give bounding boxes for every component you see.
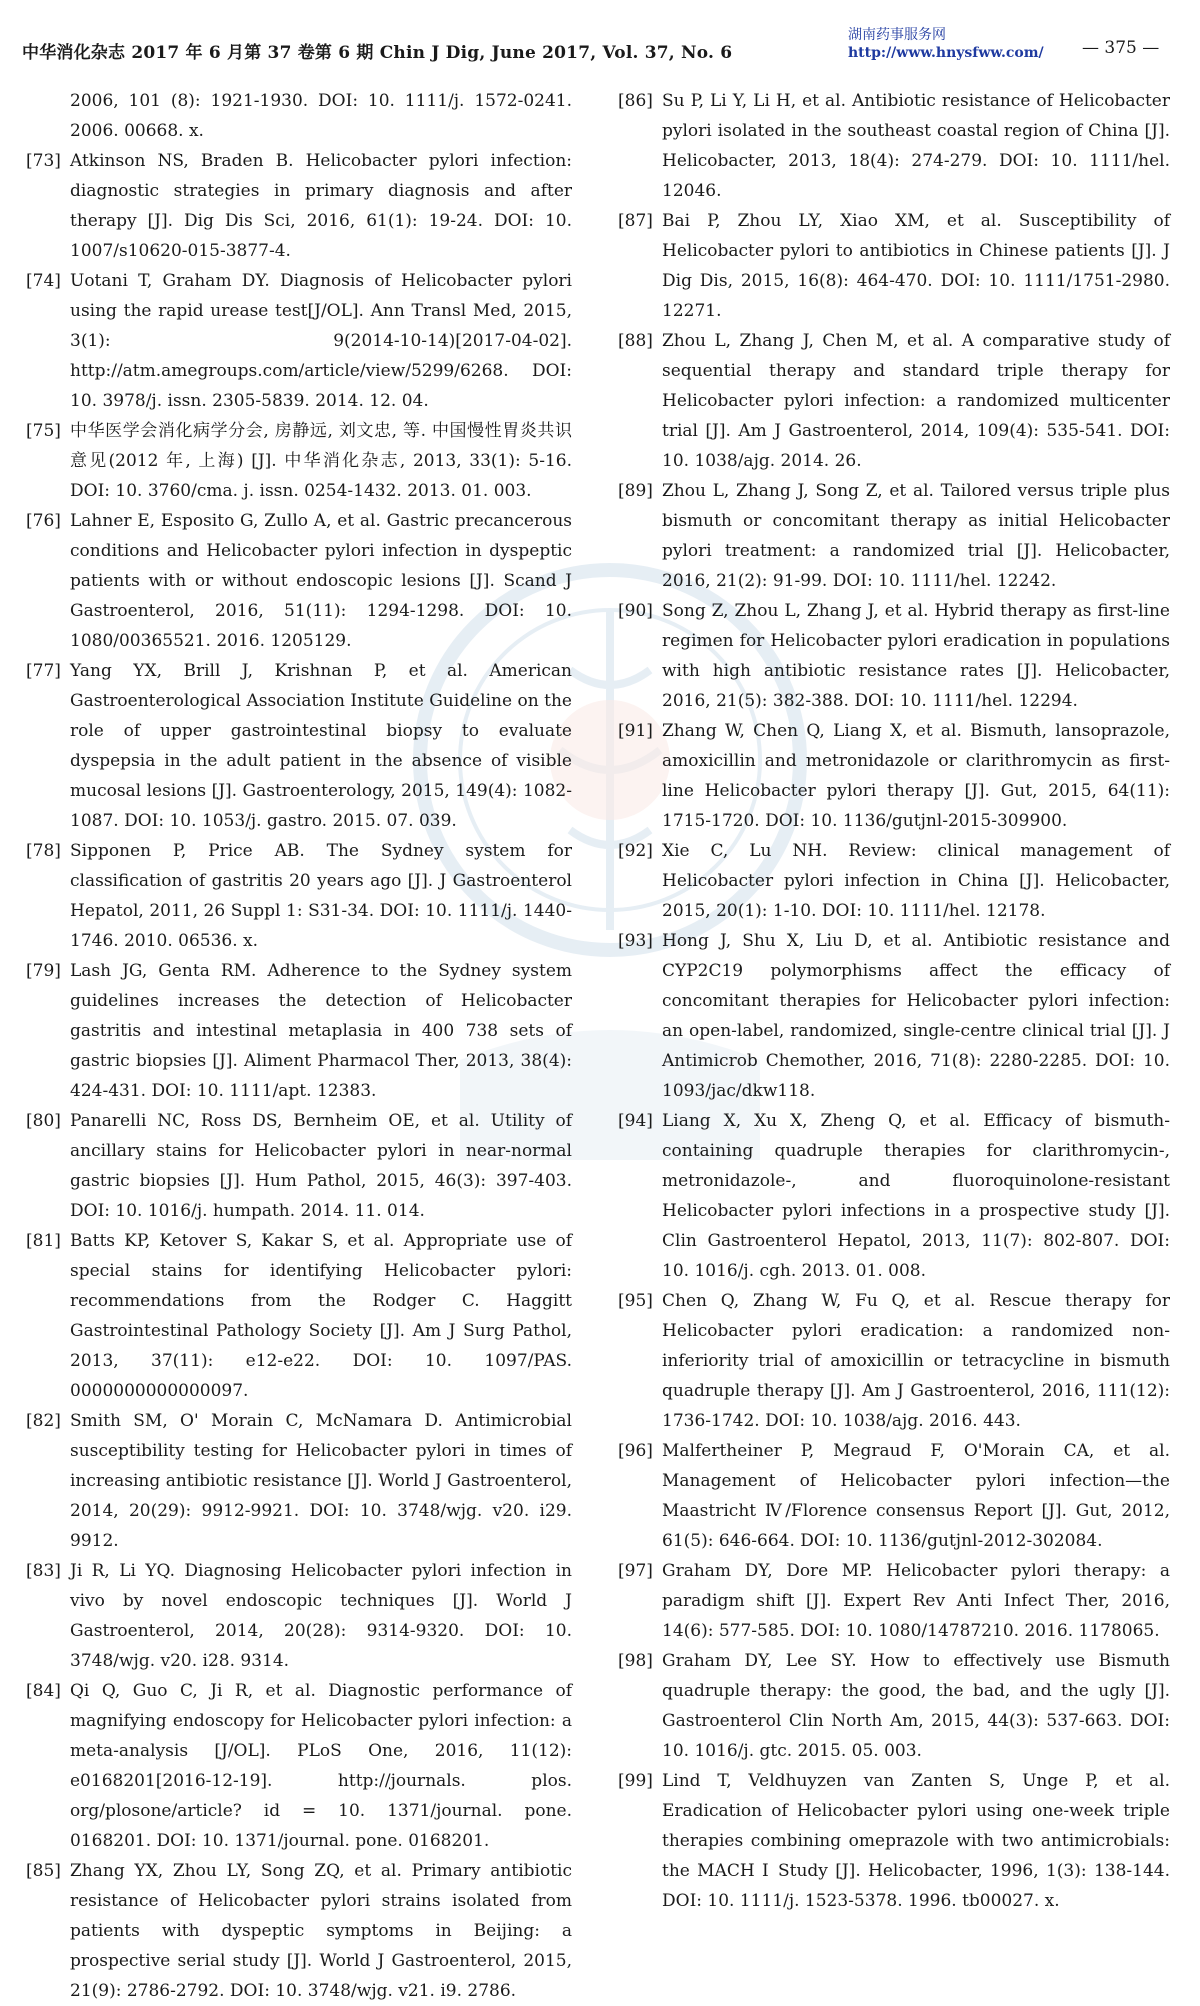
reference-entry	[618, 1286, 1170, 1436]
reference-entry	[26, 266, 572, 416]
reference-text: Yang YX, Brill J, Krishnan P, et al. American Gastroenterological Association Institute Guideline on the role of upper gastrointestinal biopsy to evaluate dyspepsia in the adult patient in the absence of visible mucosal lesions [J]. Gastroenterology, 2015, 149(4): 1082-1087. DOI: 10. 1053/j. gastro. 2015. 07. 039.	[70, 661, 572, 831]
reference-number: [98]	[618, 1651, 653, 1671]
reference-entry	[618, 1436, 1170, 1556]
reference-number: [93]	[618, 931, 653, 951]
reference-entry	[26, 416, 572, 506]
reference-entry	[26, 1556, 572, 1676]
reference-entry	[618, 86, 1170, 206]
reference-text: Bai P, Zhou LY, Xiao XM, et al. Susceptibility of Helicobacter pylori to antibiotics in Chinese patients [J]. J Dig Dis, 2015, 16(8): 464-470. DOI: 10. 1111/1751-2980. 12271.	[662, 211, 1170, 321]
reference-entry	[618, 1766, 1170, 1916]
reference-number: [73]	[26, 151, 61, 171]
reference-number: [86]	[618, 91, 653, 111]
reference-text: Liang X, Xu X, Zheng Q, et al. Efficacy of bismuth-containing quadruple therapies for clarithromycin-, metronidazole-, and fluoroquinolone-resistant Helicobacter pylori infections in a prospective study [J]. Clin Gastroenterol Hepatol, 2013, 11(7): 802-807. DOI: 10. 1016/j. cgh. 2013. 01. 008.	[662, 1111, 1170, 1281]
reference-entry	[618, 836, 1170, 926]
reference-number: [97]	[618, 1561, 653, 1581]
reference-text: Zhou L, Zhang J, Chen M, et al. A comparative study of sequential therapy and standard triple therapy for Helicobacter pylori infection: a randomized multicenter trial [J]. Am J Gastroenterol, 2014, 109(4): 535-541. DOI: 10. 1038/ajg. 2014. 26.	[662, 331, 1170, 471]
reference-number: [82]	[26, 1411, 61, 1431]
reference-number: [87]	[618, 211, 653, 231]
reference-text: Zhou L, Zhang J, Song Z, et al. Tailored versus triple plus bismuth or concomitant therapy as initial Helicobacter pylori treatment: a randomized trial [J]. Helicobacter, 2016, 21(2): 91-99. DOI: 10. 1111/hel. 12242.	[662, 481, 1170, 591]
reference-number: [80]	[26, 1111, 61, 1131]
site-stamp	[848, 26, 1044, 62]
reference-number: [81]	[26, 1231, 61, 1251]
reference-entry	[26, 146, 572, 266]
reference-text: Uotani T, Graham DY. Diagnosis of Helicobacter pylori using the rapid urease test[J/OL]. Ann Transl Med, 2015, 3(1): 9(2014-10-14)[2017-04-02]. http://atm.amegroups.com/article/view/5299/6268. DOI: 10. 3978/j. issn. 2305-5839. 2014. 12. 04.	[70, 271, 572, 411]
site-name: 湖南药事服务网	[848, 27, 946, 43]
reference-entry	[618, 1556, 1170, 1646]
reference-text: Lahner E, Esposito G, Zullo A, et al. Gastric precancerous conditions and Helicobacter pylori infection in dyspeptic patients with or without endoscopic lesions [J]. Scand J Gastroenterol, 2016, 51(11): 1294-1298. DOI: 10. 1080/00365521. 2016. 1205129.	[70, 511, 572, 651]
reference-text: Batts KP, Ketover S, Kakar S, et al. Appropriate use of special stains for identifying Helicobacter pylori: recommendations from the Rodger C. Haggitt Gastrointestinal Pathology Society [J]. Am J Surg Pathol, 2013, 37(11): e12-e22. DOI: 10. 1097/PAS. 0000000000000097.	[70, 1231, 572, 1401]
references-right-column	[618, 86, 1170, 1911]
reference-entry	[26, 956, 572, 1106]
reference-text: Malfertheiner P, Megraud F, O'Morain CA, et al. Management of Helicobacter pylori infection—the Maastricht Ⅳ/Florence consensus Report [J]. Gut, 2012, 61(5): 646-664. DOI: 10. 1136/gutjnl-2012-302084.	[662, 1441, 1170, 1551]
reference-text: Graham DY, Lee SY. How to effectively use Bismuth quadruple therapy: the good, the bad, and the ugly [J]. Gastroenterol Clin North Am, 2015, 44(3): 537-663. DOI: 10. 1016/j. gtc. 2015. 05. 003.	[662, 1651, 1170, 1761]
reference-text: Panarelli NC, Ross DS, Bernheim OE, et al. Utility of ancillary stains for Helicobacter pylori in near-normal gastric biopsies [J]. Hum Pathol, 2015, 46(3): 397-403. DOI: 10. 1016/j. humpath. 2014. 11. 014.	[70, 1111, 572, 1221]
page-number: — 375 —	[1082, 38, 1160, 58]
reference-number: [75]	[26, 421, 61, 441]
reference-number: [77]	[26, 661, 61, 681]
reference-number: [84]	[26, 1681, 61, 1701]
reference-number: [99]	[618, 1771, 653, 1791]
reference-text: Zhang YX, Zhou LY, Song ZQ, et al. Primary antibiotic resistance of Helicobacter pylori strains isolated from patients with dyspeptic symptoms in Beijing: a prospective serial study [J]. World J Gastroenterol, 2015, 21(9): 2786-2792. DOI: 10. 3748/wjg. v21. i9. 2786.	[70, 1861, 572, 2001]
reference-number: [76]	[26, 511, 61, 531]
reference-entry	[26, 1406, 572, 1556]
reference-entry	[618, 716, 1170, 836]
reference-text: Ji R, Li YQ. Diagnosing Helicobacter pylori infection in vivo by novel endoscopic techniques [J]. World J Gastroenterol, 2014, 20(28): 9314-9320. DOI: 10. 3748/wjg. v20. i28. 9314.	[70, 1561, 572, 1671]
reference-text: 2006, 101 (8): 1921-1930. DOI: 10. 1111/j. 1572-0241. 2006. 00668. x.	[70, 91, 572, 141]
reference-entry	[26, 656, 572, 836]
reference-entry	[26, 1856, 572, 2006]
reference-number: [95]	[618, 1291, 653, 1311]
reference-entry	[26, 1226, 572, 1406]
reference-text: Atkinson NS, Braden B. Helicobacter pylori infection: diagnostic strategies in primary diagnosis and after therapy [J]. Dig Dis Sci, 2016, 61(1): 19-24. DOI: 10. 1007/s10620-015-3877-4.	[70, 151, 572, 261]
reference-entry	[618, 596, 1170, 716]
reference-text: Hong J, Shu X, Liu D, et al. Antibiotic resistance and CYP2C19 polymorphisms affect the efficacy of concomitant therapies for Helicobacter pylori infection: an open-label, randomized, single-centre clinical trial [J]. J Antimicrob Chemother, 2016, 71(8): 2280-2285. DOI: 10. 1093/jac/dkw118.	[662, 931, 1170, 1101]
reference-text: Sipponen P, Price AB. The Sydney system for classification of gastritis 20 years ago [J]. J Gastroenterol Hepatol, 2011, 26 Suppl 1: S31-34. DOI: 10. 1111/j. 1440-1746. 2010. 06536. x.	[70, 841, 572, 951]
reference-text: Smith SM, O' Morain C, McNamara D. Antimicrobial susceptibility testing for Helicobacter pylori in times of increasing antibiotic resistance [J]. World J Gastroenterol, 2014, 20(29): 9912-9921. DOI: 10. 3748/wjg. v20. i29. 9912.	[70, 1411, 572, 1551]
reference-number: [79]	[26, 961, 61, 981]
reference-text: Graham DY, Dore MP. Helicobacter pylori therapy: a paradigm shift [J]. Expert Rev Anti Infect Ther, 2016, 14(6): 577-585. DOI: 10. 1080/14787210. 2016. 1178065.	[662, 1561, 1170, 1641]
reference-entry	[618, 476, 1170, 596]
reference-entry	[26, 1676, 572, 1856]
reference-entry	[618, 206, 1170, 326]
reference-text: Zhang W, Chen Q, Liang X, et al. Bismuth, lansoprazole, amoxicillin and metronidazole or clarithromycin as first-line Helicobacter pylori therapy [J]. Gut, 2015, 64(11): 1715-1720. DOI: 10. 1136/gutjnl-2015-309900.	[662, 721, 1170, 831]
reference-number: [89]	[618, 481, 653, 501]
reference-entry	[618, 326, 1170, 476]
reference-number: [91]	[618, 721, 653, 741]
reference-number: [88]	[618, 331, 653, 351]
reference-number: [90]	[618, 601, 653, 621]
running-header: 中华消化杂志 2017 年 6 月第 37 卷第 6 期 Chin J Dig, June 2017, Vol. 37, No. 6	[22, 43, 733, 63]
reference-number: [85]	[26, 1861, 61, 1881]
reference-number: [96]	[618, 1441, 653, 1461]
reference-entry	[26, 1106, 572, 1226]
reference-entry	[26, 836, 572, 956]
reference-entry	[618, 1646, 1170, 1766]
reference-entry	[26, 86, 572, 146]
reference-text: Xie C, Lu NH. Review: clinical management of Helicobacter pylori infection in China [J]. Helicobacter, 2015, 20(1): 1-10. DOI: 10. 1111/hel. 12178.	[662, 841, 1170, 921]
reference-number: [74]	[26, 271, 61, 291]
reference-number: [94]	[618, 1111, 653, 1131]
reference-number: [92]	[618, 841, 653, 861]
reference-entry	[618, 1106, 1170, 1286]
reference-number: [78]	[26, 841, 61, 861]
reference-entry	[618, 926, 1170, 1106]
references-left-column	[26, 86, 572, 2001]
site-url[interactable]: http://www.hnysfww.com/	[848, 45, 1044, 61]
reference-number: [83]	[26, 1561, 61, 1581]
reference-text: Song Z, Zhou L, Zhang J, et al. Hybrid therapy as first-line regimen for Helicobacter pylori eradication in populations with high antibiotic resistance rates [J]. Helicobacter, 2016, 21(5): 382-388. DOI: 10. 1111/hel. 12294.	[662, 601, 1170, 711]
reference-text: Lind T, Veldhuyzen van Zanten S, Unge P, et al. Eradication of Helicobacter pylori using one-week triple therapies combining omeprazole with two antimicrobials: the MACH Ⅰ Study [J]. Helicobacter, 1996, 1(3): 138-144. DOI: 10. 1111/j. 1523-5378. 1996. tb00027. x.	[662, 1771, 1170, 1911]
reference-text: Su P, Li Y, Li H, et al. Antibiotic resistance of Helicobacter pylori isolated in the southeast coastal region of China [J]. Helicobacter, 2013, 18(4): 274-279. DOI: 10. 1111/hel. 12046.	[662, 91, 1170, 201]
reference-entry	[26, 506, 572, 656]
page-header	[22, 14, 1182, 72]
reference-text: Qi Q, Guo C, Ji R, et al. Diagnostic performance of magnifying endoscopy for Helicobacter pylori infection: a meta-analysis [J/OL]. PLoS One, 2016, 11(12): e0168201[2016-12-19]. http://journals. plos. org/plosone/article? id = 10. 1371/journal. pone. 0168201. DOI: 10. 1371/journal. pone. 0168201.	[70, 1681, 572, 1851]
reference-text: 中华医学会消化病学分会, 房静远, 刘文忠, 等. 中国慢性胃炎共识意见(2012 年, 上海) [J]. 中华消化杂志, 2013, 33(1): 5-16. DOI: 10. 3760/cma. j. issn. 0254-1432. 2013. 01. 003.	[70, 421, 572, 501]
reference-text: Chen Q, Zhang W, Fu Q, et al. Rescue therapy for Helicobacter pylori eradication: a randomized non-inferiority trial of amoxicillin or tetracycline in bismuth quadruple therapy [J]. Am J Gastroenterol, 2016, 111(12): 1736-1742. DOI: 10. 1038/ajg. 2016. 443.	[662, 1291, 1170, 1431]
reference-text: Lash JG, Genta RM. Adherence to the Sydney system guidelines increases the detection of Helicobacter gastritis and intestinal metaplasia in 400 738 sets of gastric biopsies [J]. Aliment Pharmacol Ther, 2013, 38(4): 424-431. DOI: 10. 1111/apt. 12383.	[70, 961, 572, 1101]
